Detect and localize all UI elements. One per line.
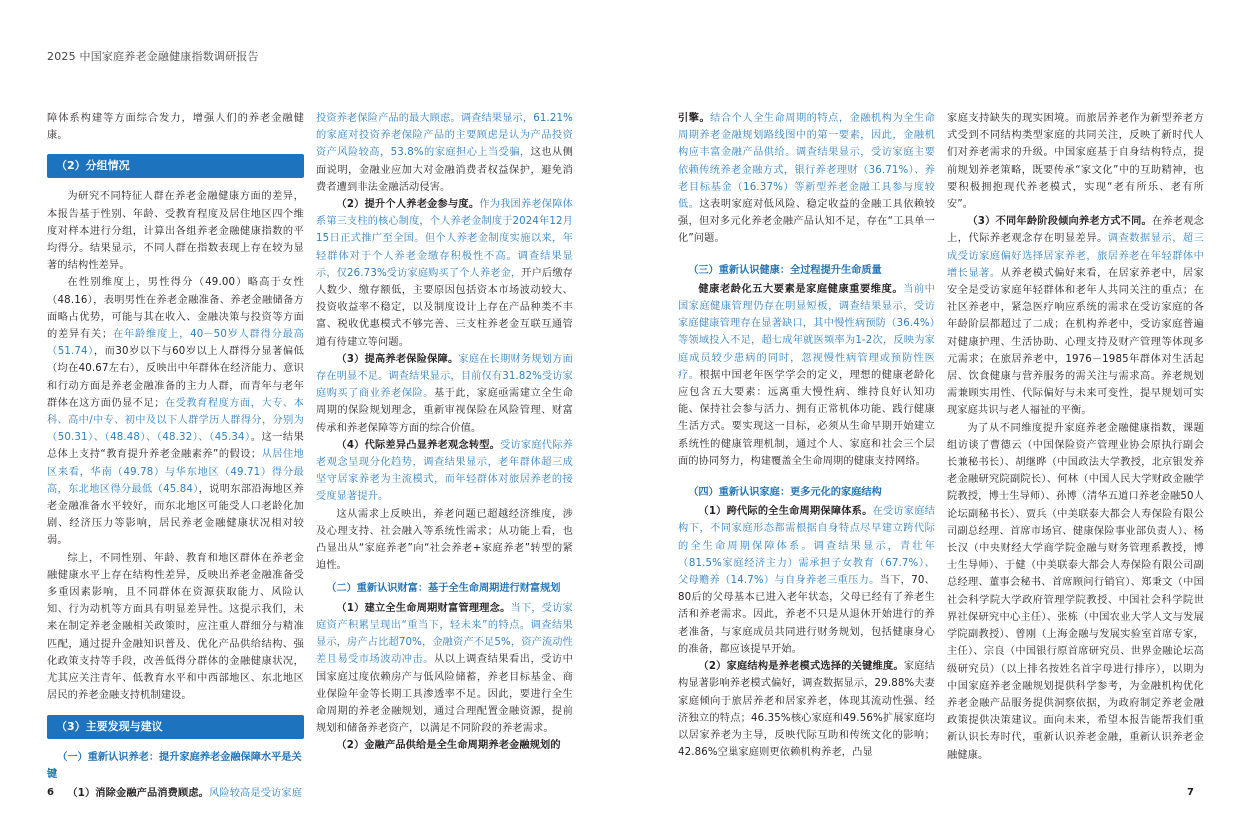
paragraph-grouping-intro: 为研究不同特征人群在养老金融健康方面的差异，本报告基于性别、年龄、受教育程度及居住地区四个维度对样本进行分组，计算出各组养老金融健康指数的平均得分。结果显示，不同人群在指数表现上存在较为显著的结构性差异。 (47, 191, 304, 272)
generational-highlight: 受访家庭代际养老观念呈现分化趋势，调查结果显示，老年群体超三成坚守居家养老为主流模式，而年轻群体对旅居养老的接受度显著提升。 (316, 439, 573, 503)
risk-text: 这也从侧面说明，金融业应加大对金融消费者权益保护，避免消费者遭到非法金融活动侵害。 (316, 147, 573, 193)
paragraph-risk-concern (316, 110, 573, 196)
text-age-highlight: 在年龄维度上，40－50岁人群得分最高（51.74） (47, 329, 304, 358)
paragraph-age-preference (947, 213, 1204, 419)
paragraph-cross-generation (678, 503, 935, 658)
paragraph-acknowledgements: 为了从不同维度提升家庭养老金融健康指数，课题组访谈了曹德云（中国保险资产管理业协会原执行副会长兼秘书长）、胡继晔（中国政法大学教授，北京银发养老金融研究院副院长）、何林（中国人民大学财政金融学院教授，博士生导师）、孙博（清华五道口养老金融50人论坛副秘书长）、贾兵（中美联泰大都会人寿保险有限公司副总经理、首席市场官、健康保险事业部负责人）、杨长汉（中央财经大学商学院金融与财务管理系教授，博士生导师）、于健（中美联泰大都会人寿保险有限公司副总经理、董事会秘书、首席顾问行销官）、郑秉文（中国社会科学院大学政府管理学院教授、中国社会科学院世界社保研究中心主任）、张栋（中国农业大学人文与发展学院副教授）、曾刚（上海金融与发展实验室首席专家，主任）、宗良（中国银行原首席研究员、世界金融论坛高级研究员）（以上排名按姓名首字母进行排序），以期为中国家庭养老金融规划提供科学参考，为金融机构优化养老金融产品服务提供洞察依据，为政府制定养老金融政策提供决策建议。面向未来，希望本报告能帮我们重新认识长寿时代，重新认识养老金融，重新认识养老金融健康。 (947, 422, 1204, 761)
column-3 (678, 110, 935, 761)
cross-gen-text: 当下，70、80后的父母基本已进入老年状态，父母已经有了养老生活和养老需求。因此，养老不只是从退休开始进行的养老准备，与家庭成员共同进行财务规划，包括健康身心的准备，都应该提早开始。 (678, 575, 935, 655)
text-age: ，而30岁以下与60岁以上人群得分显著偏低（均在40.67左右），反映出中年群体在经济能力、意识和行动方面是养老金融准备的主力人群，而青年与老年群体在这方面仍显不足； (47, 346, 304, 409)
paragraph-group-results (47, 274, 304, 549)
paragraph-continued: 障体系构建等方面综合发力，增强人们的养老金融健康。 (47, 113, 304, 142)
paragraph-insurance (316, 351, 573, 437)
point-title: （4）代际差异凸显养老观念转型。 (336, 439, 501, 451)
wealth-text: 从以上调查结果看出，受访中国家庭过度依赖房产与低风险储蓄，养老目标基金、商业保险年金等长期工具渗透率不足。因此，要进行全生命周期的养老金融规划，通过合理配置金融资源，提前规划和储备养老资产，以满足不同阶段的养老需求。 (316, 654, 573, 735)
point-text: 风险较高是受访家庭 (209, 787, 303, 799)
column-4 (947, 110, 1204, 764)
paragraph-consumption-concern (47, 785, 304, 802)
insurance-text: 基于此，家庭亟需建立全生命周期的保险规划理念，重新审视保险在风险管理、财富传承和养老保障等方面的综合价值。 (316, 388, 573, 434)
health-highlight: 当前中国家庭健康管理仍存在明显短板，调查结果显示，受访家庭健康管理存在显著缺口，其中慢性病预防（36.4%）等领域投入不足，超七成年就医频率为1-2次，反映为家庭成员较少患病的同时，忽视慢性病管理或预防性医疗。 (678, 283, 935, 381)
paragraph-health (678, 281, 935, 470)
point-title: （3）不同年龄阶段倾向养老方式不同。 (967, 216, 1152, 228)
point-title: （1）跨代际的全生命周期保障体系。 (698, 506, 873, 518)
column-2 (316, 110, 573, 755)
section-heading-findings: （3）主要发现与建议 (47, 715, 304, 739)
point-title: （2）家庭结构是养老模式选择的关键维度。 (698, 661, 904, 673)
structure-text: 家庭结构显著影响养老模式偏好，调查数据显示，29.88%夫妻家庭倾向于旅居养老和居家养老，体现其流动性强、经济独立的特点；46.35%核心家庭和49.56%扩展家庭均以居家养老为主导，反映代际互助和传统文化的影响；42.86%空巢家庭则更依赖机构养老，凸显 (678, 661, 936, 759)
pension-highlight: 作为我国养老保障体系第三支柱的核心制度，个人养老金制度于2024年12月15日正式推广至全国。但个人养老金制度实施以来，年轻群体对于个人养老金缴存积极性不高。调查结果显示，仅26.73%受访家庭购买了个人养老金， (316, 199, 573, 279)
point-title: （3）提高养老保险保障。 (336, 353, 459, 365)
health-text: 根据中国老年医学学会的定义，理想的健康老龄化应包含五大要素：远离重大慢性病、维持良好认知功能、保持社会参与活力、拥有正常机体功能、践行健康生活方式。要实现这一目标，必须从生命早期开始建立系统性的健康管理机制，通过个人、家庭和社会三个层面的协同努力，构建覆盖全生命周期的健康支持网络。 (678, 369, 935, 467)
age-pref-text: 在养老观念上，代际养老观念存在明显差异。 (947, 216, 1204, 245)
subheading-rethink-health: （三）重新认识健康：全过程提升生命质量 (688, 264, 882, 276)
subheading-rethink-aging: （一）重新认识养老：提升家庭养老金融保障水平是关键 (47, 751, 302, 780)
text-education-highlight: 在受教育程度方面，大专、本科、高中/中专、初中及以下人群学历人群得分，分别为（50.31）、（48.48）、（48.32）、（45.34） (47, 397, 304, 444)
right-page (620, 0, 1240, 826)
subheading-rethink-family: （四）重新认识家庭：更多元化的家庭结构 (688, 487, 882, 499)
point-title: （1）建立全生命周期财富管理理念。 (336, 602, 511, 614)
paragraph-generational (316, 437, 573, 506)
paragraph-family-structure (678, 658, 935, 761)
risk-highlight: 投资养老保险产品的最大顾虑。调查结果显示，61.21%的家庭对投资养老保险产品的主要顾虑是认为产品投资资产风险较高，53.8%的家庭担心上当受骗， (316, 113, 573, 159)
pension-text: 开户后缴存人数少、缴存额低，主要原因包括资本市场波动较大、投资收益率不稳定，以及制度设计上存在产品种类不丰富、税收优惠模式不够完善、三支柱养老金互联互通管道有待建立等问题。 (316, 267, 573, 348)
cross-gen-highlight: 在受访家庭结构下，不同家庭形态都需根据自身特点尽早建立跨代际的全生命周期保障体系。调查结果显示，青壮年（81.5%家庭经济主力）需承担子女教育（67.7%）、父母赡养（14.7%）与自身养老三重压力。 (678, 506, 935, 587)
paragraph-demand: 这从需求上反映出，养老问题已超越经济维度，涉及心理支持、社会融入等系统性需求；从功能上看，也凸显出从“家庭养老”向“社会养老+家庭养老”转型的紧迫性。 (316, 508, 573, 572)
point-title: 引擎。 (678, 113, 711, 124)
paragraph-engine (678, 110, 935, 248)
text-education: 。这一结果总体上支持“教育提升养老金融素养”的假设； (47, 432, 304, 461)
engine-survey: 调查结果显示，受访家庭主要依赖传统养老金融方式，银行养老理财（36.71%）、养老目标基金（16.37%）等新型养老金融工具参与度较低。 (678, 147, 935, 211)
running-header: 2025 中国家庭养老金融健康指数调研报告 (47, 50, 259, 63)
page-number-left: 6 (47, 787, 54, 798)
age-pref-highlight: 调查数据显示，超三成受访家庭偏好选择居家养老，旅居养老在年轻群体中增长显著。 (947, 233, 1204, 279)
paragraph-lifecycle-wealth (316, 600, 573, 738)
paragraph-product-supply: （2）金融产品供给是全生命周期养老金融规划的 (336, 740, 561, 752)
wealth-highlight: 当下，受访家庭资产积累呈现出“重当下，轻未来”的特点。调查结果显示，房产占比超70%，金融资产不足5%，资产流动性差且易受市场波动冲击。 (316, 602, 573, 666)
paragraph-family-support: 家庭支持缺失的现实困境。而旅居养老作为新型养老方式受到不同结构类型家庭的共同关注，反映了新时代人们对养老需求的升级。中国家庭基于自身结构特点，提前规划养老策略，既要传承“家文化”中的互助精神，也要积极拥抱现代养老模式，实现“老有所乐、老有所安”。 (947, 113, 1204, 211)
point-title: （1）消除金融产品消费顾虑。 (67, 787, 210, 799)
point-title: 健康老龄化五大要素是家庭健康重要维度。 (698, 283, 904, 295)
age-pref-detail: 从养老模式偏好来看，在居家养老中，居家安全是受访家庭年轻群体和老年人共同关注的重点；在社区养老中，紧急医疗响应系统的需求在受访家庭的各年龄阶层都超过了二成；在机构养老中，受访家庭普遍对健康护理、生活协助、心理支持及财产管理等体现多元需求；在旅居养老中，1976－1985年群体对生活起居、饮食健康与营养服务的需关注与需求高。养老规划需兼顾实用性、代际偏好与未来可变性，提早规划可实现家庭共识与老人福祉的平衡。 (947, 267, 1204, 417)
paragraph-summary: 综上，不同性别、年龄、教育和地区群体在养老金融健康水平上存在结构性差异，反映出养老金融准备受多重因素影响，且不同群体在资源获取能力、风险认知、行为动机等方面具有明显差异性。这提示我们，未来在制定养老金融相关政策时，应注重人群细分与精准匹配，通过提升金融知识普及、优化产品供给结构、强化政策支持等手段，改善低得分群体的金融健康状况，尤其应关注青年、低教育水平和中西部地区、东北地区居民的养老金融支持机制建设。 (47, 552, 304, 702)
paragraph-personal-pension (316, 196, 573, 351)
text-gender: 在性别维度上，男性得分（49.00）略高于女性（48.16），表明男性在养老金融准备、养老金融储备方面略占优势，可能与其在收入、金融决策与投资等方面的差异有关； (47, 277, 304, 341)
engine-highlight: 结合个人全生命周期的特点，金融机构为全生命周期养老金融规划路线图中的第一要素，因此，金融机构应丰富金融产品供给。 (678, 113, 935, 159)
engine-text: 这表明家庭对低风险、稳定收益的金融工具依赖较强，但对多元化养老金融产品认知不足，存在“工具单一化”问题。 (678, 199, 935, 245)
point-title: （2）提升个人养老金参与度。 (336, 199, 480, 211)
text-region: ，说明东部沿海地区养老金融准备水平较好，而东北地区可能受人口老龄化加剧、经济压力等影响，居民养老金融健康状况相对较弱。 (47, 483, 304, 547)
section-heading-grouping: （2）分组情况 (47, 154, 304, 178)
page-number-right: 7 (1187, 787, 1194, 798)
column-1 (47, 110, 304, 802)
subheading-rethink-wealth: （二）重新认识财富：基于全生命周期进行财富规划 (326, 583, 561, 595)
insurance-highlight: 家庭在长期财务规划方面存在明显不足。调查结果显示，目前仅有31.82%受访家庭购买了商业养老保险。 (316, 353, 573, 400)
text-region-highlight: 从居住地区来看，华南（49.78）与华东地区（49.71）得分最高，东北地区得分最低（45.84） (47, 449, 304, 495)
